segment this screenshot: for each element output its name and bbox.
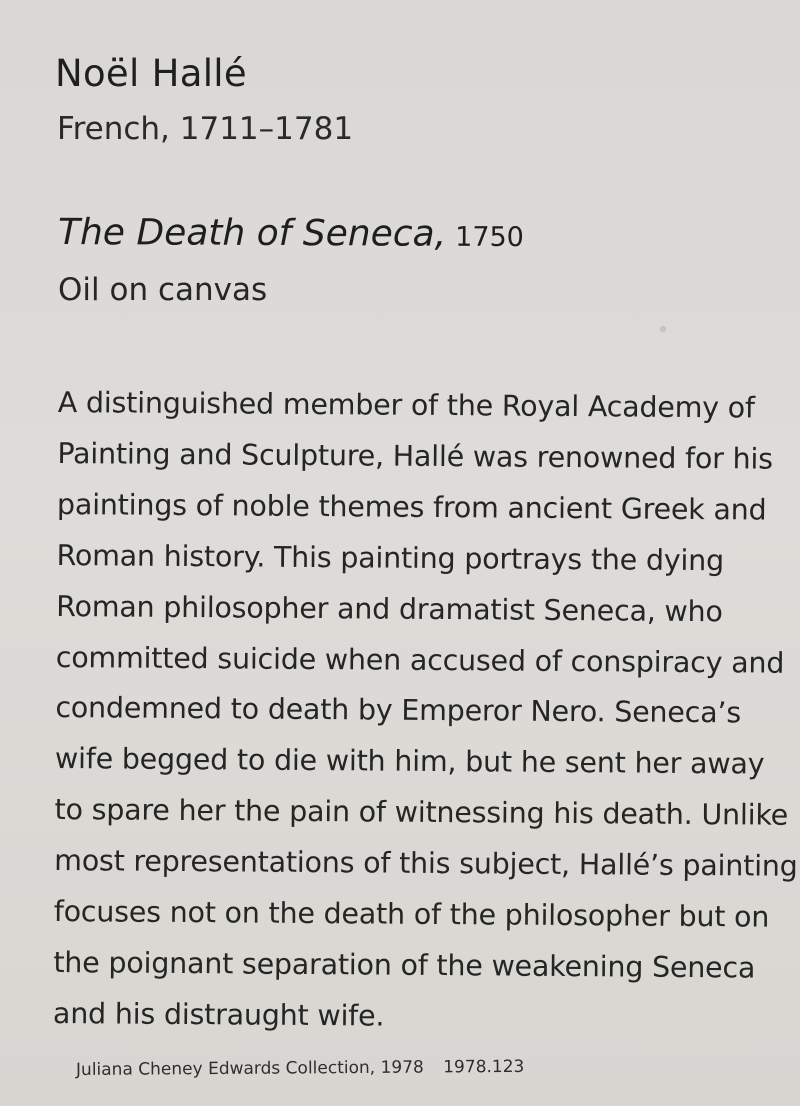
description-line: to spare her the pain of witnessing his death. Unlike — [54, 793, 789, 832]
description-line: most representations of this subject, Hallé’s painting — [54, 844, 798, 883]
artwork-title: The Death of Seneca, — [57, 212, 447, 255]
description-line: condemned to death by Emperor Nero. Seneca’s — [55, 691, 742, 730]
credit-line — [76, 1057, 524, 1080]
description-paragraph — [52, 378, 798, 1045]
artist-name: Noël Hallé — [55, 52, 247, 95]
description-line: wife begged to die with him, but he sent her away — [54, 742, 765, 781]
description-line: A distinguished member of the Royal Academy of — [57, 385, 755, 425]
artwork-medium: Oil on canvas — [58, 272, 268, 308]
description-line: focuses not on the death of the philosopher but on — [53, 895, 770, 934]
artwork-title-line — [58, 212, 524, 255]
accession-number: 1978.123 — [443, 1056, 525, 1078]
artist-origin: French, 1711–1781 — [57, 111, 354, 147]
mounting-pin — [660, 326, 666, 332]
description-line: paintings of noble themes from ancient Greek and — [56, 487, 767, 527]
description-line: Roman philosopher and dramatist Seneca, who — [56, 589, 723, 628]
artwork-year: 1750 — [455, 221, 524, 254]
description-line: Roman history. This painting portrays the dying — [56, 538, 725, 577]
description-line: the poignant separation of the weakening Seneca — [53, 945, 756, 985]
description-line: Painting and Sculpture, Hallé was renowned for his — [57, 436, 773, 476]
collection-credit: Juliana Cheney Edwards Collection, 1978 — [75, 1057, 424, 1080]
description-line: committed suicide when accused of conspiracy and — [55, 640, 785, 680]
description-line: and his distraught wife. — [52, 996, 385, 1033]
